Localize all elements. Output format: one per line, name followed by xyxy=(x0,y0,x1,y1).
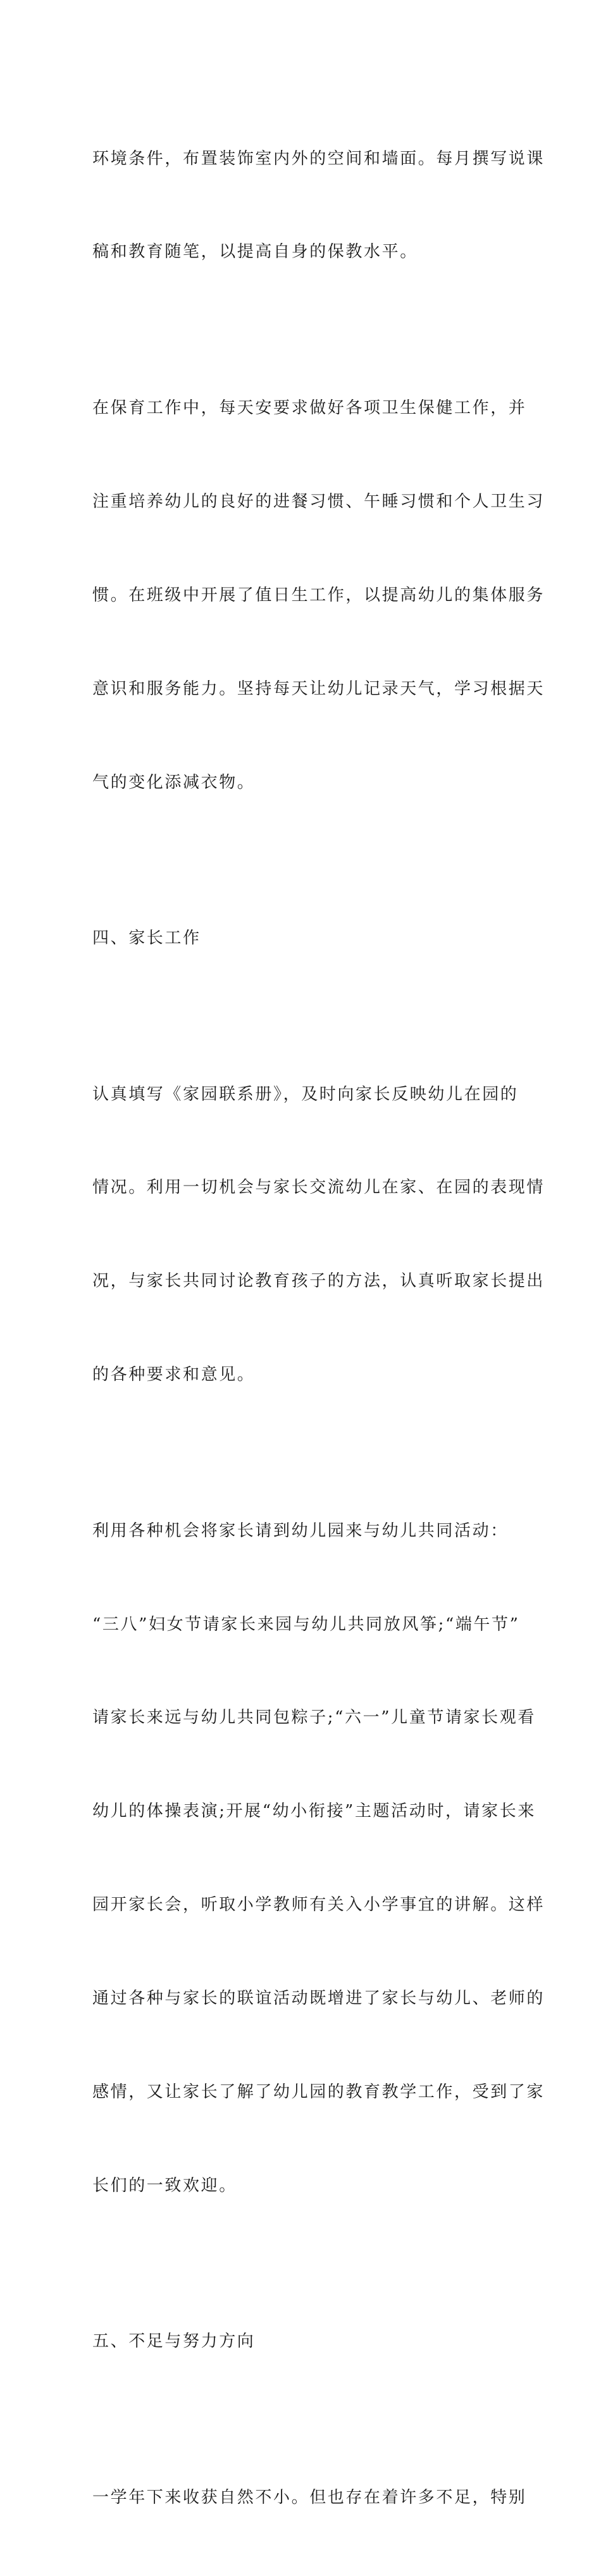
text-line: 利用各种机会将家长请到幼儿园来与幼儿共同活动： xyxy=(92,1521,509,1540)
text-line: 环境条件，布置装饰室内外的空间和墙面。每月撰写说课 xyxy=(92,149,545,168)
paragraph-parent-activities xyxy=(92,1453,545,2264)
text-line: 气的变化添减衣物。 xyxy=(92,772,256,792)
text-line: 稿和教育随笔，以提高自身的保教水平。 xyxy=(92,242,418,262)
paragraph-year-summary xyxy=(92,2420,527,2575)
paragraph-environment xyxy=(92,81,545,330)
text-line: 长们的一致欢迎。 xyxy=(92,2176,237,2195)
paragraph-contact-book xyxy=(92,1017,545,1453)
text-line: 意识和服务能力。坚持每天让幼儿记录天气，学习根据天 xyxy=(92,679,545,698)
text-line: 况，与家长共同讨论教育孩子的方法，认真听取家长提出 xyxy=(92,1272,545,1291)
heading-line: 四、家长工作 xyxy=(92,929,201,948)
section-heading-shortcomings xyxy=(92,2264,515,2420)
text-line: 情况。利用一切机会与家长交流幼儿在家、在园的表现情 xyxy=(92,1178,545,1198)
paragraph-care-work xyxy=(92,330,545,860)
text-line: 请家长来远与幼儿共同包粽子;“六一”儿童节请家长观看 xyxy=(92,1708,536,1728)
text-line: 感情，又让家长了解了幼儿园的教育教学工作，受到了家 xyxy=(92,2083,545,2102)
text-line: “三八”妇女节请家长来园与幼儿共同放风筝;“端午节” xyxy=(92,1614,520,1634)
heading-line: 五、不足与努力方向 xyxy=(92,2332,256,2351)
text-line: 在保育工作中，每天安要求做好各项卫生保健工作，并 xyxy=(92,398,527,418)
text-line: 一学年下来收获自然不小。但也存在着许多不足，特别 xyxy=(92,2487,527,2507)
text-line: 的各种要求和意见。 xyxy=(92,1365,256,1385)
text-line: 注重培养幼儿的良好的进餐习惯、午睡习惯和个人卫生习 xyxy=(92,492,545,511)
document-body xyxy=(92,81,545,2576)
text-line: 园开家长会，听取小学教师有关入小学事宜的讲解。这样 xyxy=(92,1895,545,1915)
text-line: 惯。在班级中开展了值日生工作，以提高幼儿的集体服务 xyxy=(92,585,545,605)
section-heading-parent-work xyxy=(92,860,515,1016)
text-line: 通过各种与家长的联谊活动既增进了家长与幼儿、老师的 xyxy=(92,1989,545,2009)
text-line: 认真填写《家园联系册》，及时向家长反映幼儿在园的 xyxy=(92,1084,519,1104)
text-line: 幼儿的体操表演;开展“幼小衔接”主题活动时，请家长来 xyxy=(92,1802,536,1821)
